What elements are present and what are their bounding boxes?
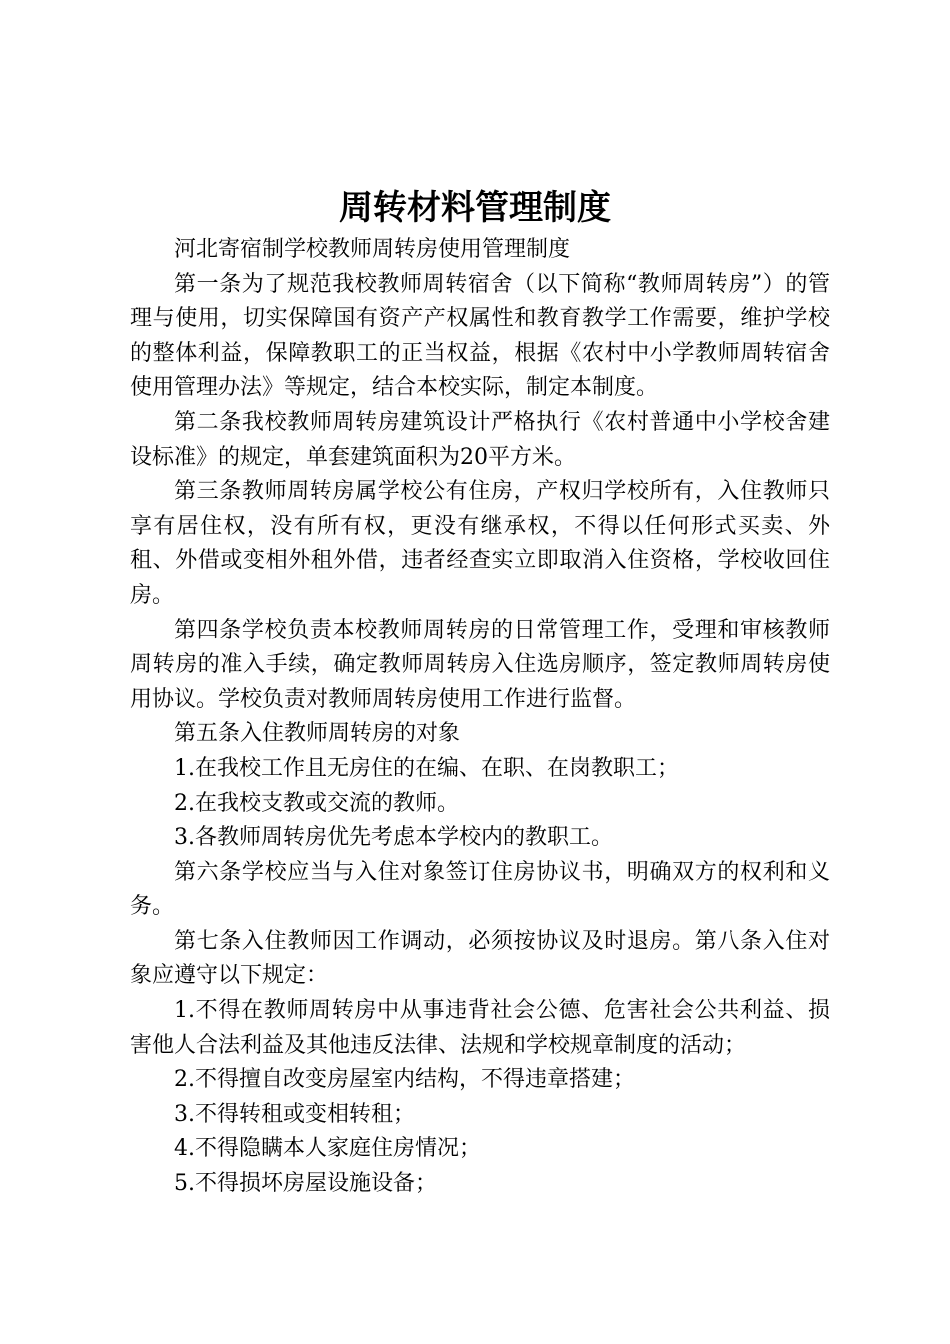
- list-item-5-3: 3.各教师周转房优先考虑本学校内的教职工。: [174, 825, 613, 851]
- list-item-5-2: 2.在我校支教或交流的教师。: [174, 790, 459, 816]
- paragraph-article-3: 第三条教师周转房属学校公有住房，产权归学校所有，入住教师只享有居住权，没有所有权，更没有继承权，不得以任何形式买卖、外租、外借或变相外租外借，违者经查实立即取消入住资格，学校收回住房。: [130, 479, 830, 608]
- list-item-8-1: 1.不得在教师周转房中从事违背社会公德、危害社会公共利益、损害他人合法利益及其他违反法律、法规和学校规章制度的活动；: [130, 998, 830, 1058]
- document-body: [130, 233, 830, 1202]
- list-item-8-4: 4.不得隐瞒本人家庭住房情况；: [174, 1136, 481, 1162]
- paragraph-article-4: 第四条学校负责本校教师周转房的日常管理工作，受理和审核教师周转房的准入手续，确定教师周转房入住选房顺序，签定教师周转房使用协议。学校负责对教师周转房使用工作进行监督。: [130, 617, 830, 712]
- list-item-8-2: 2.不得擅自改变房屋室内结构，不得违章搭建；: [174, 1067, 635, 1093]
- document-title: 周转材料管理制度: [339, 188, 611, 228]
- paragraph-article-7-8: 第七条入住教师因工作调动，必须按协议及时退房。第八条入住对象应遵守以下规定：: [130, 928, 830, 989]
- list-item-8-5: 5.不得损坏房屋设施设备；: [174, 1171, 437, 1197]
- paragraph-article-1: 第一条为了规范我校教师周转宿舍（以下简称“教师周转房”）的管理与使用，切实保障国有资产产权属性和教育教学工作需要，维护学校的整体利益，保障教职工的正当权益，根据《农村中小学教师周转宿舍使用管理办法》等规定，结合本校实际，制定本制度。: [130, 271, 830, 401]
- list-item-8-3: 3.不得转租或变相转租；: [174, 1101, 415, 1127]
- paragraph-article-6: 第六条学校应当与入住对象签订住房协议书，明确双方的权利和义务。: [130, 859, 830, 920]
- paragraph-subtitle: 河北寄宿制学校教师周转房使用管理制度: [174, 237, 571, 262]
- paragraph-article-2: 第二条我校教师周转房建筑设计严格执行《农村普通中小学校舍建设标准》的规定，单套建筑面积为20平方米。: [130, 409, 830, 470]
- paragraph-article-5: 第五条入住教师周转房的对象: [174, 721, 461, 747]
- list-item-5-1: 1.在我校工作且无房住的在编、在职、在岗教职工；: [174, 755, 679, 781]
